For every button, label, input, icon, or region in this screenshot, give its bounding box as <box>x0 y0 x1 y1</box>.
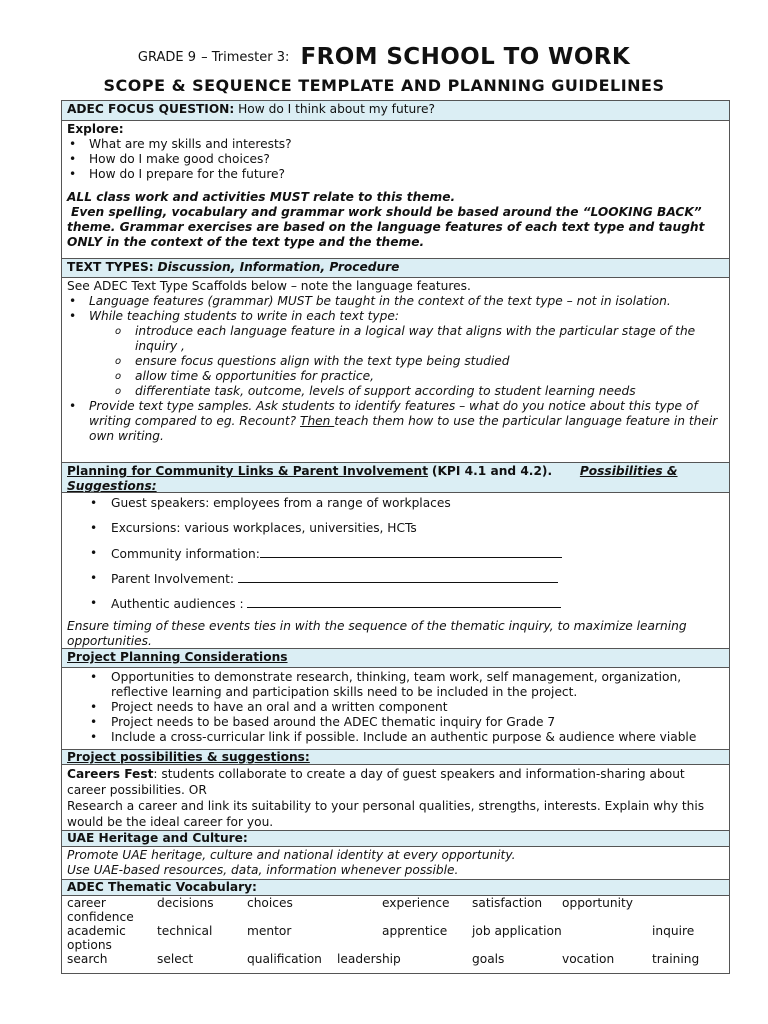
planning-item: • Include a cross-curricular link if possible. Include an authentic purpose & audience where viable <box>67 730 724 745</box>
project-planning-row <box>62 648 729 667</box>
scaffolds-note: See ADEC Text Type Scaffolds below – note the language features. <box>67 279 471 293</box>
project-possibilities-row <box>62 749 729 764</box>
theme-rule: ALL class work and activities MUST relate to this theme. <box>67 190 456 204</box>
community-item-label: Authentic audiences : <box>111 597 248 611</box>
grade-label: GRADE 9 <box>137 50 196 65</box>
vocab-word: decisions <box>157 896 214 910</box>
vocab-word: inquire <box>652 924 695 938</box>
focus-question-label: ADEC FOCUS QUESTION: <box>67 102 235 116</box>
text-types-label: TEXT TYPES: <box>67 260 154 274</box>
community-info-blank <box>260 546 562 558</box>
text-types-value: Discussion, Information, Procedure <box>157 260 400 274</box>
teaching-step: o differentiate task, outcome, levels of support according to student learning needs <box>67 384 724 399</box>
vocab-word: experience <box>382 896 450 910</box>
community-item <box>67 596 724 621</box>
community-item <box>67 571 724 596</box>
explore-item: • What are my skills and interests? <box>67 137 724 152</box>
project-planning-list <box>67 670 724 745</box>
vocabulary-row <box>62 879 729 895</box>
planning-table <box>61 100 730 974</box>
vocab-word: training <box>652 952 700 966</box>
text-types-section <box>62 277 729 462</box>
heritage-label: UAE Heritage and Culture: <box>67 831 248 845</box>
kpi-label: (KPI 4.1 and 4.2). <box>431 464 553 478</box>
explore-list <box>67 137 724 182</box>
text-types-bullet: • While teaching students to write in each text type: <box>67 309 724 324</box>
focus-question-text: How do I think about my future? <box>238 102 435 116</box>
text-types-bullet <box>67 399 724 444</box>
text-types-list <box>67 294 724 444</box>
vocabulary-grid-row <box>67 910 724 924</box>
samples-text: Provide text type samples. Ask students to identify features – what do you notice about this type of writing compared to eg. Recount? <box>89 399 698 428</box>
focus-question-row <box>62 101 729 120</box>
teaching-step: o introduce each language feature in a logical way that aligns with the particular stage of the inquiry , <box>67 324 724 354</box>
vocab-word: apprentice <box>382 924 448 938</box>
community-item <box>67 546 724 571</box>
authentic-audiences-blank <box>247 596 561 608</box>
samples-text-end: teach them how to use the particular language feature in their own writing. <box>89 414 718 443</box>
document-subtitle: SCOPE & SEQUENCE TEMPLATE AND PLANNING GUIDELINES <box>103 76 665 95</box>
vocabulary-grid-row <box>67 896 724 910</box>
vocabulary-label: ADEC Thematic Vocabulary: <box>67 880 257 894</box>
vocabulary-grid <box>67 896 724 966</box>
vocab-word: options <box>67 938 112 952</box>
vocabulary-section <box>62 895 729 973</box>
heritage-line: Promote UAE heritage, culture and national identity at every opportunity. <box>67 848 516 862</box>
explore-item: • How do I make good choices? <box>67 152 724 167</box>
possibilities-label: Possibilities & Suggestions: <box>67 464 678 492</box>
community-list <box>67 496 724 621</box>
community-item-label: Parent Involvement: <box>111 572 238 586</box>
vocabulary-grid-row <box>67 924 724 938</box>
project-planning-label: Project Planning Considerations <box>67 650 288 664</box>
community-links-row <box>62 462 729 492</box>
then-text: Then <box>300 414 335 428</box>
careers-fest-description: : students collaborate to create a day of guest speakers and information-sharing about career possibilities. OR <box>67 767 685 797</box>
timing-note: Ensure timing of these events ties in with the sequence of the thematic inquiry, to maximize learning opportunities. <box>67 619 687 648</box>
vocab-word: technical <box>157 924 213 938</box>
vocab-word: satisfaction <box>472 896 543 910</box>
vocab-word: select <box>157 952 194 966</box>
unit-title: FROM SCHOOL TO WORK <box>300 44 631 70</box>
heritage-section <box>62 846 729 879</box>
project-planning-section <box>62 667 729 749</box>
vocab-word: leadership <box>337 952 401 966</box>
research-career-text: Research a career and link its suitability to your personal qualities, strengths, interests. Explain why this would be the ideal career for you. <box>67 799 705 829</box>
community-item: • Excursions: various workplaces, universities, HCTs <box>67 521 724 546</box>
heritage-line: Use UAE-based resources, data, information whenever possible. <box>67 863 459 877</box>
vocab-word: goals <box>472 952 505 966</box>
document-title <box>0 44 768 70</box>
parent-involvement-blank <box>238 571 558 583</box>
teaching-step: o ensure focus questions align with the text type being studied <box>67 354 724 369</box>
text-types-row <box>62 258 729 277</box>
explore-section <box>62 120 729 258</box>
vocab-word: career <box>67 896 106 910</box>
vocab-word: search <box>67 952 108 966</box>
planning-item: • Project needs to have an oral and a written component <box>67 700 724 715</box>
vocab-word: opportunity <box>562 896 634 910</box>
vocab-word: job application <box>472 924 562 938</box>
vocabulary-grid-row <box>67 952 724 966</box>
vocab-word: confidence <box>67 910 134 924</box>
community-links-label: Planning for Community Links & Parent Involvement <box>67 464 429 478</box>
planning-item: • Opportunities to demonstrate research, thinking, team work, self management, organization, reflective learning and participation skills need to be included in the project. <box>67 670 724 700</box>
vocab-word: academic <box>67 924 126 938</box>
vocab-word: mentor <box>247 924 292 938</box>
community-section <box>62 492 729 648</box>
vocab-word: qualification <box>247 952 322 966</box>
vocab-word: choices <box>247 896 293 910</box>
careers-fest-text <box>67 766 724 798</box>
vocab-word: vocation <box>562 952 615 966</box>
explore-item: • How do I prepare for the future? <box>67 167 724 182</box>
heritage-row <box>62 830 729 846</box>
community-item-label: Community information: <box>111 547 260 561</box>
theme-rule-detail: Even spelling, vocabulary and grammar work should be based around the “LOOKING BACK” theme. Grammar exercises are based on the language features of each text type and taught ONLY in the context of the text type and the theme. <box>67 205 705 249</box>
explore-label: Explore: <box>67 122 124 136</box>
vocabulary-grid-row <box>67 938 724 952</box>
planning-item: • Project needs to be based around the ADEC thematic inquiry for Grade 7 <box>67 715 724 730</box>
careers-fest-label: Careers Fest <box>67 767 154 781</box>
teaching-step: o allow time & opportunities for practice, <box>67 369 724 384</box>
project-possibilities-label: Project possibilities & suggestions: <box>67 750 310 764</box>
text-types-bullet: • Language features (grammar) MUST be taught in the context of the text type – not in isolation. <box>67 294 724 309</box>
trimester-label: – Trimester 3: <box>201 50 290 65</box>
project-possibilities-section <box>62 764 729 830</box>
community-item: • Guest speakers: employees from a range of workplaces <box>67 496 724 521</box>
